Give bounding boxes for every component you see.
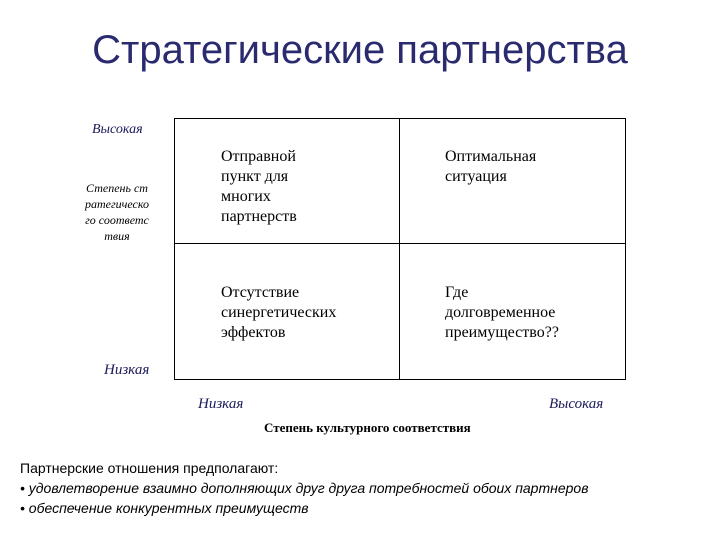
slide-title: Стратегические партнерства	[92, 28, 628, 72]
matrix-cell-bottom-right: Где долговременное преимущество??	[445, 284, 559, 341]
note-item: • удовлетворение взаимно дополняющих друг друга потребностей обоих партнеров	[20, 480, 589, 496]
partnership-note	[20, 458, 710, 518]
matrix-cell-top-right: Оптимальная ситуация	[445, 148, 537, 185]
y-axis-high-label: Высокая	[92, 122, 143, 137]
matrix-cell-top-left: Отправной пункт для многих партнерств	[221, 148, 297, 225]
matrix-cell-bottom-left: Отсутствие синергетических эффектов	[221, 284, 337, 341]
x-axis-title: Степень культурного соответствия	[264, 420, 471, 435]
note-intro: Партнерские отношения предполагают:	[20, 460, 279, 476]
note-item: • обеспечение конкурентных преимуществ	[20, 500, 309, 516]
x-axis-low-label: Низкая	[198, 396, 244, 412]
matrix-vertical-divider	[399, 119, 400, 379]
y-axis-title: Степень стратегического соответствия	[84, 181, 150, 243]
matrix-horizontal-divider	[175, 243, 625, 244]
y-axis-low-label: Низкая	[104, 362, 150, 378]
x-axis-high-label: Высокая	[549, 396, 604, 412]
partnership-matrix	[174, 118, 626, 380]
